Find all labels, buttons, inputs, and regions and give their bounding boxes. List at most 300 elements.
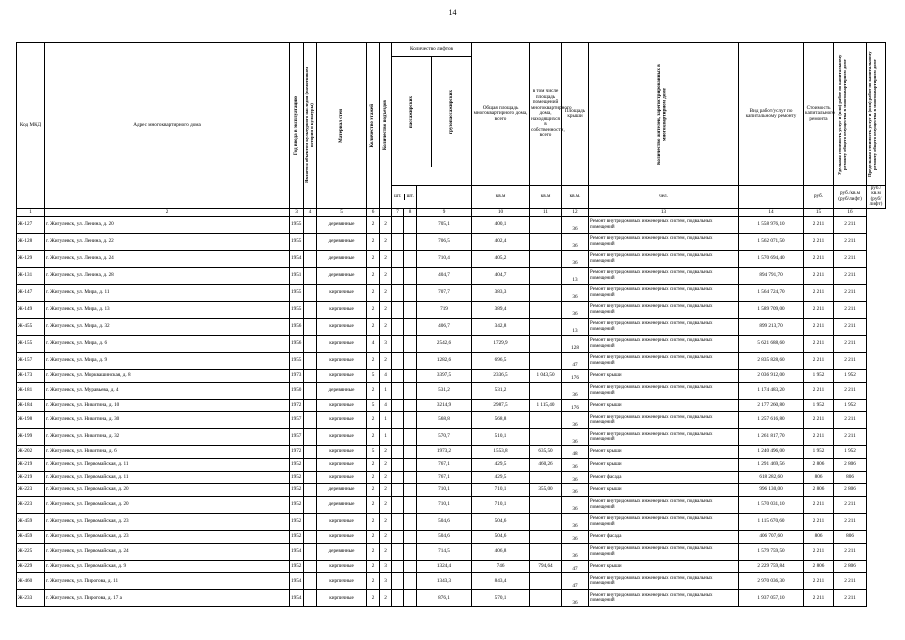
cell-unit-cost: 2 211: [804, 382, 834, 399]
cell-owned-area: 402,4: [472, 233, 530, 250]
cell-heritage: [304, 573, 317, 590]
cell-total-area: 531,2: [417, 382, 472, 399]
cell-roof-area: [530, 267, 562, 284]
cell-lifts-cargo: [404, 318, 417, 335]
cell-owned-area: 383,3: [472, 284, 530, 301]
cell-roof-area: 1 115,40: [530, 399, 562, 412]
cell-lifts-cargo: [404, 335, 417, 352]
cell-heritage: [304, 484, 317, 497]
cell-unit-cost: 2 211: [804, 216, 834, 233]
cell-residents: 36: [562, 429, 589, 446]
cell-unit-cost: 2 211: [804, 352, 834, 369]
cell-address: г. Жигулевск, ул. Мира, д. 6: [45, 335, 290, 352]
cell-total-area: 706,5: [417, 233, 472, 250]
cell-work: Ремонт крыши: [589, 369, 739, 382]
cell-roof-area: [530, 513, 562, 530]
cell-roof-area: [530, 543, 562, 560]
cell-entrances: 2: [380, 484, 392, 497]
cell-kod: Ж-129: [17, 250, 45, 267]
cell-kod: Ж-149: [17, 301, 45, 318]
cell-residents: 128: [562, 335, 589, 352]
cell-entrances: 3: [380, 573, 392, 590]
cell-total-area: 1282,6: [417, 352, 472, 369]
cell-cost: 899 213,70: [739, 318, 804, 335]
header-owned-area: в том числе площадь помещений многоквартирного дома, находящихся в собственности, всего: [530, 43, 562, 186]
capital-repair-table: [16, 42, 886, 607]
table-row: [17, 216, 886, 233]
cell-total-area: 1973,2: [417, 446, 472, 459]
cell-total-area: 568,8: [417, 412, 472, 429]
header-residents: Количество жителей, зарегистрированных в многоквартирном доме: [656, 63, 667, 165]
cell-lifts-pass: [392, 429, 404, 446]
cell-entrances: 4: [380, 399, 392, 412]
cell-entrances: 4: [380, 369, 392, 382]
cell-year: 1951: [290, 267, 304, 284]
cell-kod: Ж-128: [17, 233, 45, 250]
cell-material: кирпичные: [317, 399, 367, 412]
cell-address: г. Жигулевск, ул. Первомайская, д. 20: [45, 484, 290, 497]
cell-year: 1952: [290, 560, 304, 573]
column-index-cell: 6: [367, 208, 380, 216]
cell-total-area: 719: [417, 301, 472, 318]
cell-owned-area: 710,1: [472, 496, 530, 513]
cell-roof-area: 355,00: [530, 484, 562, 497]
cell-address: г. Жигулевск, ул. Первомайская, д. 9: [45, 560, 290, 573]
cell-work: Ремонт фасада: [589, 530, 739, 543]
cell-lifts-pass: [392, 590, 404, 607]
cell-heritage: [304, 429, 317, 446]
cell-floors: 2: [367, 267, 380, 284]
cell-material: кирпичные: [317, 352, 367, 369]
cell-max-cost: 2 211: [834, 573, 867, 590]
cell-address: г. Жигулевск, ул. Мира, д. 32: [45, 318, 290, 335]
cell-floors: 2: [367, 590, 380, 607]
cell-lifts-pass: [392, 382, 404, 399]
cell-kod: Ж-460: [17, 573, 45, 590]
cell-work: Ремонт внутридомовых инженерных систем, подвальных помещений: [589, 318, 739, 335]
cell-address: г. Жигулевск, ул. Никитина, д. 10: [45, 399, 290, 412]
cell-year: 1955: [290, 233, 304, 250]
table-row: [17, 250, 886, 267]
cell-max-cost: 2 211: [834, 250, 867, 267]
cell-lifts-pass: [392, 471, 404, 484]
cell-heritage: [304, 250, 317, 267]
cell-material: кирпичные: [317, 446, 367, 459]
cell-max-cost: 806: [834, 530, 867, 543]
cell-roof-area: [530, 573, 562, 590]
cell-residents: 36: [562, 301, 589, 318]
cell-floors: 2: [367, 530, 380, 543]
cell-total-area: 406,7: [417, 318, 472, 335]
cell-max-cost: 2 806: [834, 458, 867, 471]
cell-work: Ремонт внутридомовых инженерных систем, подвальных помещений: [589, 267, 739, 284]
column-index-cell: 5: [317, 208, 367, 216]
cell-entrances: 2: [380, 301, 392, 318]
cell-work: Ремонт внутридомовых инженерных систем, подвальных помещений: [589, 284, 739, 301]
cell-roof-area: [530, 301, 562, 318]
cell-max-cost: 2 211: [834, 513, 867, 530]
table-row: [17, 233, 886, 250]
cell-entrances: 2: [380, 233, 392, 250]
table-row: [17, 335, 886, 352]
cell-year: 1957: [290, 412, 304, 429]
header-max-cost: Предельная стоимость услуг и (или) работ по капитальному ремонту общего имущества в многоквартирном доме: [867, 51, 877, 177]
cell-address: г. Жигулевск, ул. Первомайская, д. 20: [45, 496, 290, 513]
cell-max-cost: 2 211: [834, 412, 867, 429]
unit-max-cost: руб./кв.м (руб/лифт): [867, 186, 886, 209]
table-row: [17, 573, 886, 590]
cell-total-area: 3397,5: [417, 369, 472, 382]
cell-cost: 1 937 057,10: [739, 590, 804, 607]
cell-year: 1952: [290, 513, 304, 530]
cell-unit-cost: 2 211: [804, 513, 834, 530]
cell-work: Ремонт внутридомовых инженерных систем, подвальных помещений: [589, 233, 739, 250]
cell-max-cost: 2 211: [834, 496, 867, 513]
cell-roof-area: [530, 412, 562, 429]
table-row: [17, 513, 886, 530]
cell-roof-area: [530, 382, 562, 399]
cell-kod: Ж-459: [17, 530, 45, 543]
cell-address: г. Жигулевск, ул. Мира, д. 11: [45, 284, 290, 301]
cell-floors: 4: [367, 335, 380, 352]
cell-lifts-pass: [392, 301, 404, 318]
cell-lifts-cargo: [404, 513, 417, 530]
header-roof-area: Площадь крыши: [562, 43, 589, 186]
table-body: [17, 216, 886, 607]
cell-work: Ремонт внутридомовых инженерных систем, подвальных помещений: [589, 250, 739, 267]
cell-roof-area: 635,50: [530, 446, 562, 459]
cell-total-area: 570,7: [417, 429, 472, 446]
cell-residents: 36: [562, 412, 589, 429]
unit-cost: руб.: [804, 186, 834, 209]
cell-kod: Ж-219: [17, 458, 45, 471]
cell-total-area: 705,1: [417, 216, 472, 233]
column-index-cell: 10: [472, 208, 530, 216]
cell-floors: 2: [367, 543, 380, 560]
cell-max-cost: 1 952: [834, 399, 867, 412]
cell-owned-area: 504,6: [472, 530, 530, 543]
cell-max-cost: 2 211: [834, 590, 867, 607]
cell-unit-cost: 2 806: [804, 458, 834, 471]
cell-lifts-pass: [392, 484, 404, 497]
cell-lifts-cargo: [404, 284, 417, 301]
cell-address: г. Жигулевск, ул. Ленина, д. 24: [45, 250, 290, 267]
cell-roof-area: 1 043,50: [530, 369, 562, 382]
cell-lifts-cargo: [404, 484, 417, 497]
cell-cost: 1 579 759,50: [739, 543, 804, 560]
cell-lifts-pass: [392, 284, 404, 301]
column-index-cell: 1: [17, 208, 45, 216]
cell-material: кирпичные: [317, 429, 367, 446]
cell-owned-area: 843,4: [472, 573, 530, 590]
cell-address: г. Жигулевск, ул. Первомайская, д. 11: [45, 458, 290, 471]
cell-material: деревянные: [317, 250, 367, 267]
cell-material: деревянные: [317, 543, 367, 560]
cell-year: 1954: [290, 250, 304, 267]
cell-total-area: 710,4: [417, 250, 472, 267]
cell-floors: 2: [367, 233, 380, 250]
column-index-cell: [380, 208, 392, 216]
cell-max-cost: 2 806: [834, 560, 867, 573]
column-index-cell: 9: [417, 208, 472, 216]
cell-cost: 1 589 709,00: [739, 301, 804, 318]
cell-owned-area: 570,1: [472, 590, 530, 607]
cell-roof-area: [530, 233, 562, 250]
cell-unit-cost: 1 952: [804, 369, 834, 382]
cell-address: г. Жигулевск, ул. Первомайская, д. 24: [45, 543, 290, 560]
cell-cost: 2 177 260,80: [739, 399, 804, 412]
cell-cost: 1 240 496,00: [739, 446, 804, 459]
cell-lifts-pass: [392, 573, 404, 590]
cell-lifts-cargo: [404, 446, 417, 459]
cell-residents: 36: [562, 233, 589, 250]
cell-lifts-pass: [392, 543, 404, 560]
cell-lifts-pass: [392, 412, 404, 429]
cell-lifts-cargo: [404, 399, 417, 412]
cell-max-cost: 2 211: [834, 352, 867, 369]
cell-owned-area: 389,4: [472, 301, 530, 318]
cell-year: 1954: [290, 543, 304, 560]
cell-cost: 1 564 724,70: [739, 284, 804, 301]
cell-floors: 2: [367, 560, 380, 573]
cell-heritage: [304, 399, 317, 412]
cell-lifts-pass: [392, 233, 404, 250]
cell-year: 1955: [290, 284, 304, 301]
table-row: [17, 284, 886, 301]
cell-material: кирпичные: [317, 560, 367, 573]
cell-unit-cost: 2 211: [804, 301, 834, 318]
cell-floors: 5: [367, 446, 380, 459]
cell-cost: 1 562 071,50: [739, 233, 804, 250]
cell-max-cost: 1 952: [834, 369, 867, 382]
cell-heritage: [304, 301, 317, 318]
cell-material: кирпичные: [317, 471, 367, 484]
cell-max-cost: 2 211: [834, 233, 867, 250]
cell-max-cost: 2 211: [834, 284, 867, 301]
cell-entrances: 3: [380, 560, 392, 573]
cell-max-cost: 2 211: [834, 301, 867, 318]
cell-roof-area: [530, 496, 562, 513]
table-row: [17, 382, 886, 399]
cell-owned-area: 2336,5: [472, 369, 530, 382]
column-index-cell: 16: [834, 208, 867, 216]
column-index-cell: 2: [45, 208, 290, 216]
cell-roof-area: [530, 250, 562, 267]
cell-owned-area: 510,1: [472, 429, 530, 446]
table-row: [17, 543, 886, 560]
cell-owned-area: 531,2: [472, 382, 530, 399]
cell-heritage: [304, 446, 317, 459]
cell-year: 1954: [290, 573, 304, 590]
cell-floors: 2: [367, 484, 380, 497]
cell-floors: 2: [367, 301, 380, 318]
cell-floors: 2: [367, 216, 380, 233]
cell-max-cost: 2 211: [834, 543, 867, 560]
cell-residents: 36: [562, 216, 589, 233]
cell-entrances: 2: [380, 446, 392, 459]
cell-year: 1952: [290, 530, 304, 543]
cell-floors: 2: [367, 382, 380, 399]
cell-floors: 2: [367, 352, 380, 369]
cell-work: Ремонт крыши: [589, 399, 739, 412]
cell-year: 1972: [290, 446, 304, 459]
cell-unit-cost: 1 952: [804, 399, 834, 412]
cell-owned-area: 429,5: [472, 458, 530, 471]
cell-year: 1954: [290, 590, 304, 607]
cell-heritage: [304, 382, 317, 399]
page-number: 14: [448, 8, 457, 17]
cell-unit-cost: 806: [804, 471, 834, 484]
cell-unit-cost: 2 211: [804, 250, 834, 267]
cell-total-area: 404,7: [417, 267, 472, 284]
cell-owned-area: 2987,5: [472, 399, 530, 412]
cell-residents: 36: [562, 530, 589, 543]
cell-cost: 1 570 694,40: [739, 250, 804, 267]
cell-owned-area: 405,2: [472, 250, 530, 267]
cell-unit-cost: 2 806: [804, 484, 834, 497]
header-kod: Код МКД: [17, 43, 45, 209]
cell-kod: Ж-223: [17, 496, 45, 513]
cell-lifts-pass: [392, 369, 404, 382]
cell-cost: 894 791,70: [739, 267, 804, 284]
cell-residents: 13: [562, 267, 589, 284]
cell-residents: 36: [562, 382, 589, 399]
cell-kod: Ж-181: [17, 382, 45, 399]
cell-roof-area: 460,26: [530, 458, 562, 471]
cell-owned-area: 696,5: [472, 352, 530, 369]
cell-kod: Ж-225: [17, 543, 45, 560]
cell-owned-area: 400,1: [472, 216, 530, 233]
cell-work: Ремонт внутридомовых инженерных систем, подвальных помещений: [589, 543, 739, 560]
cell-lifts-cargo: [404, 412, 417, 429]
cell-max-cost: 2 211: [834, 267, 867, 284]
cell-unit-cost: 2 211: [804, 496, 834, 513]
cell-owned-area: 429,5: [472, 471, 530, 484]
cell-unit-cost: 2 211: [804, 318, 834, 335]
column-index-cell: 12: [562, 208, 589, 216]
cell-kod: Ж-229: [17, 560, 45, 573]
table-row: [17, 446, 886, 459]
cell-material: кирпичные: [317, 513, 367, 530]
cell-kod: Ж-223: [17, 484, 45, 497]
cell-material: деревянные: [317, 484, 367, 497]
cell-work: Ремонт крыши: [589, 560, 739, 573]
cell-address: г. Жигулевск, ул. Муравьева, д. 4: [45, 382, 290, 399]
cell-residents: 36: [562, 513, 589, 530]
cell-entrances: 2: [380, 471, 392, 484]
cell-lifts-cargo: [404, 352, 417, 369]
header-lifts-pass: пассажирских: [408, 96, 414, 129]
cell-owned-area: 504,6: [472, 513, 530, 530]
cell-owned-area: 404,7: [472, 267, 530, 284]
column-index-cell: 11: [530, 208, 562, 216]
cell-entrances: 2: [380, 496, 392, 513]
cell-unit-cost: 2 806: [804, 560, 834, 573]
cell-cost: 5 621 688,60: [739, 335, 804, 352]
table-row: [17, 267, 886, 284]
cell-lifts-cargo: [404, 382, 417, 399]
cell-floors: 2: [367, 471, 380, 484]
cell-lifts-pass: [392, 267, 404, 284]
cell-lifts-pass: [392, 399, 404, 412]
cell-roof-area: [530, 429, 562, 446]
cell-floors: 2: [367, 318, 380, 335]
cell-entrances: 1: [380, 382, 392, 399]
cell-residents: 36: [562, 250, 589, 267]
cell-max-cost: 2 211: [834, 216, 867, 233]
cell-floors: 2: [367, 496, 380, 513]
table-row: [17, 301, 886, 318]
cell-total-area: 1343,3: [417, 573, 472, 590]
cell-residents: 47: [562, 560, 589, 573]
cell-entrances: 2: [380, 318, 392, 335]
table-row: [17, 471, 886, 484]
cell-material: деревянные: [317, 233, 367, 250]
table-row: [17, 352, 886, 369]
cell-address: г. Жигулевск, ул. Никитина, д. 6: [45, 446, 290, 459]
cell-cost: 1 570 031,10: [739, 496, 804, 513]
cell-floors: 2: [367, 250, 380, 267]
cell-cost: 2 970 036,30: [739, 573, 804, 590]
cell-address: г. Жигулевск, ул. Ленина, д. 22: [45, 233, 290, 250]
cell-heritage: [304, 543, 317, 560]
unit-lifts-pass: шт.: [392, 194, 405, 199]
cell-material: кирпичные: [317, 530, 367, 543]
cell-cost: 618 282,60: [739, 471, 804, 484]
cell-lifts-cargo: [404, 216, 417, 233]
cell-work: Ремонт внутридомовых инженерных систем, подвальных помещений: [589, 496, 739, 513]
cell-material: кирпичные: [317, 335, 367, 352]
cell-year: 1952: [290, 496, 304, 513]
cell-floors: 2: [367, 412, 380, 429]
cell-address: г. Жигулевск, ул. Ленина, д. 20: [45, 216, 290, 233]
cell-entrances: 2: [380, 530, 392, 543]
cell-lifts-pass: [392, 335, 404, 352]
header-entrances: Количество подъездов: [382, 100, 388, 151]
cell-kod: Ж-184: [17, 399, 45, 412]
cell-unit-cost: 2 211: [804, 543, 834, 560]
cell-roof-area: [530, 216, 562, 233]
header-address: Адрес многоквартирного дома: [45, 43, 290, 209]
cell-cost: 2 036 912,00: [739, 369, 804, 382]
cell-address: г. Жигулевск, ул. Мира, д. 13: [45, 301, 290, 318]
cell-address: г. Жигулевск, ул. Никитина, д. 32: [45, 429, 290, 446]
cell-year: 1955: [290, 352, 304, 369]
cell-heritage: [304, 284, 317, 301]
cell-residents: 48: [562, 446, 589, 459]
cell-heritage: [304, 335, 317, 352]
cell-entrances: 2: [380, 458, 392, 471]
column-index-row: [17, 208, 886, 216]
cell-max-cost: 2 211: [834, 318, 867, 335]
cell-residents: 47: [562, 352, 589, 369]
cell-cost: 1 257 616,80: [739, 412, 804, 429]
cell-entrances: 2: [380, 216, 392, 233]
cell-lifts-pass: [392, 216, 404, 233]
unit-total-area: кв.м: [472, 186, 530, 209]
cell-residents: 13: [562, 318, 589, 335]
cell-material: кирпичные: [317, 590, 367, 607]
cell-kod: Ж-202: [17, 446, 45, 459]
cell-max-cost: 2 806: [834, 484, 867, 497]
header-heritage: Является объектом культурного наследия (памятником истории и культуры): [304, 67, 314, 184]
cell-residents: 36: [562, 284, 589, 301]
cell-unit-cost: 2 211: [804, 412, 834, 429]
cell-heritage: [304, 530, 317, 543]
cell-heritage: [304, 216, 317, 233]
cell-residents: 36: [562, 590, 589, 607]
cell-owned-area: 1729,9: [472, 335, 530, 352]
